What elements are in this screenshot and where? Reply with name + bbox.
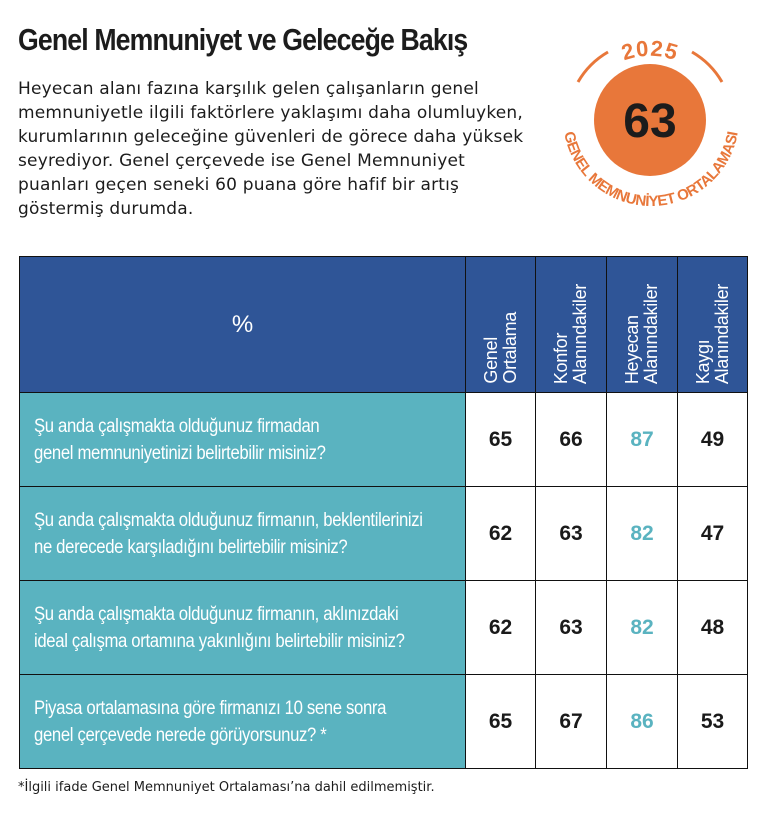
- badge-caption: GENEL MEMNUNİYET ORTALAMASI: [560, 129, 742, 211]
- column-header-line1: Kaygı: [692, 339, 713, 384]
- question-cell: [20, 393, 466, 487]
- average-badge: [548, 22, 752, 226]
- question-line2: genel memnuniyetinizi belirtebilir misiniz?: [34, 442, 326, 464]
- column-header-line1: Genel: [480, 337, 501, 384]
- table-row: [20, 487, 748, 581]
- table-row: [20, 581, 748, 675]
- column-header-line2: Alanındakiler: [641, 283, 661, 384]
- value-heyecan: 82: [607, 581, 678, 675]
- value-genel: 65: [466, 675, 536, 769]
- question-line2: genel çerçevede nerede görüyorsunuz? *: [34, 724, 327, 746]
- value-genel: 62: [466, 487, 536, 581]
- value-kaygi: 48: [678, 581, 748, 675]
- question-line1: Piyasa ortalamasına göre firmanızı 10 sene sonra: [34, 697, 387, 719]
- value-konfor: 67: [536, 675, 607, 769]
- value-heyecan: 86: [607, 675, 678, 769]
- value-konfor: 66: [536, 393, 607, 487]
- value-konfor: 63: [536, 581, 607, 675]
- value-genel: 65: [466, 393, 536, 487]
- column-header-line2: Ortalama: [499, 312, 520, 384]
- badge-ring-right: [692, 52, 722, 82]
- value-genel: 62: [466, 581, 536, 675]
- question-cell: [20, 581, 466, 675]
- column-header-heyecan: [607, 257, 678, 393]
- value-kaygi: 47: [678, 487, 748, 581]
- question-line1: Şu anda çalışmakta olduğunuz firmadan: [34, 415, 320, 437]
- page-title: Genel Memnuniyet ve Geleceğe Bakış: [18, 22, 468, 57]
- column-header-konfor: [536, 257, 607, 393]
- table-row: [20, 675, 748, 769]
- value-heyecan: 82: [607, 487, 678, 581]
- value-konfor: 63: [536, 487, 607, 581]
- question-line2: ideal çalışma ortamına yakınlığını belirtebilir misiniz?: [34, 630, 405, 652]
- table-header-row: [20, 257, 748, 393]
- question-line1: Şu anda çalışmakta olduğunuz firmanın, beklentilerinizi: [34, 509, 423, 531]
- value-kaygi: 53: [678, 675, 748, 769]
- column-header-line1: Konfor: [551, 332, 571, 384]
- badge-ring-left: [578, 52, 608, 82]
- footnote: *İlgili ifade Genel Memnuniyet Ortalaması’na dahil edilmemiştir.: [18, 780, 435, 795]
- column-header-kaygi: [678, 257, 748, 393]
- question-line2: ne derecede karşıladığını belirtebilir misiniz?: [34, 536, 348, 558]
- intro-paragraph: Heyecan alanı fazına karşılık gelen çalışanların genel memnuniyetle ilgili faktörlere yaklaşımı daha olumluyken, kurumlarının geleceğine güvenleri de görece daha yüksek seyrediyor. Genel çerçevede ise Genel Memnuniyet puanları geçen seneki 60 puana göre hafif bir artış göstermiş durumda.: [18, 79, 524, 219]
- column-header-line2: Alanındakiler: [711, 283, 732, 384]
- table-row: [20, 393, 748, 487]
- results-table: [19, 256, 747, 770]
- percent-header: %: [20, 257, 466, 393]
- value-heyecan: 87: [607, 393, 678, 487]
- value-kaygi: 49: [678, 393, 748, 487]
- column-header-line2: Alanındakiler: [570, 283, 590, 384]
- badge-value: 63: [623, 95, 677, 148]
- column-header-genel-ortalama: [466, 257, 536, 393]
- question-cell: [20, 675, 466, 769]
- column-header-line1: Heyecan: [622, 315, 642, 384]
- badge-year: 2025: [618, 35, 682, 66]
- question-cell: [20, 487, 466, 581]
- question-line1: Şu anda çalışmakta olduğunuz firmanın, aklınızdaki: [34, 603, 399, 625]
